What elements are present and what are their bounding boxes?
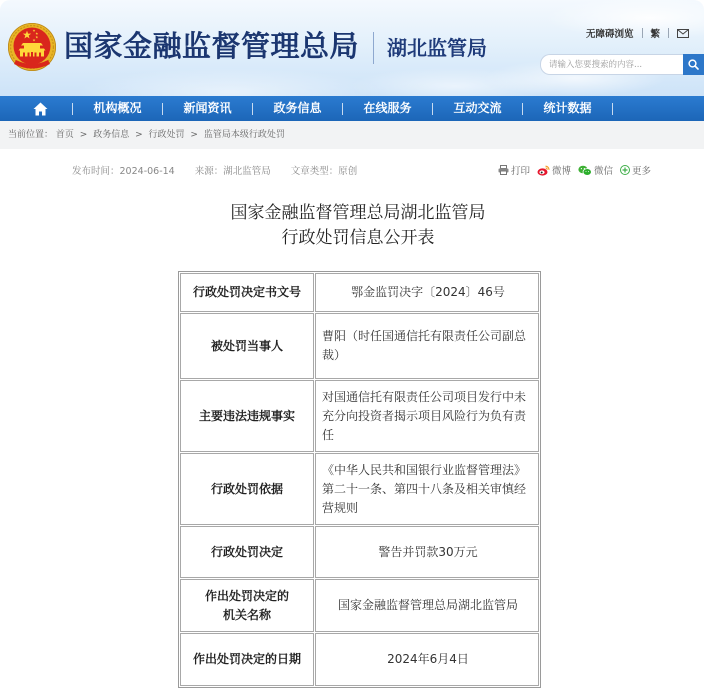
search-box: [540, 54, 704, 75]
search-input[interactable]: [540, 54, 683, 75]
breadcrumb-link-government-info[interactable]: 政务信息: [93, 130, 130, 140]
table-row: [180, 526, 539, 578]
publish-time-label: 发布时间：: [72, 166, 120, 177]
source-label: 来源：: [194, 166, 224, 177]
site-header: [0, 0, 704, 96]
table-value-cell: 警告并罚款30万元: [315, 526, 539, 578]
share-weibo-button[interactable]: [537, 163, 571, 177]
title-divider: [373, 32, 374, 64]
table-row: [180, 273, 539, 312]
top-link-divider: [642, 28, 643, 38]
table-label-line: 机关名称: [222, 607, 271, 622]
publish-time-value: 2024-06-14: [119, 166, 175, 177]
wechat-label: 微信: [594, 166, 614, 177]
table-label-line: 作出处罚决定的: [204, 588, 289, 603]
site-title[interactable]: 国家金融监督管理总局: [64, 29, 360, 63]
table-value-cell: 《中华人民共和国银行业监督管理法》第二十一条、第四十八条及相关审慎经营规则: [315, 453, 539, 525]
breadcrumb-separator: >: [79, 130, 88, 140]
search-button[interactable]: [683, 54, 704, 75]
table-row: [180, 313, 539, 379]
article-type-label: 文章类型：: [290, 166, 339, 177]
breadcrumb-link-home[interactable]: 首页: [55, 130, 74, 140]
breadcrumb-link-penalties[interactable]: 行政处罚: [148, 130, 185, 140]
table-value-cell: 鄂金监罚决字〔2024〕46号: [315, 273, 539, 312]
article-type-value: 原创: [338, 166, 358, 177]
nav-item-organization[interactable]: 机构概况: [93, 101, 142, 115]
print-button[interactable]: [498, 163, 530, 177]
table-label-cell: 作出处罚决定的日期: [180, 633, 314, 686]
article-title-line2: 行政处罚信息公开表: [281, 228, 435, 248]
plus-circle-icon: [620, 165, 630, 175]
breadcrumb-separator: >: [135, 130, 143, 140]
breadcrumb-link-bureau-penalties[interactable]: 监管局本级行政处罚: [203, 130, 285, 140]
printer-icon: [498, 165, 509, 175]
table-row: [180, 453, 539, 525]
article-type: [291, 163, 358, 177]
nav-items: [8, 96, 613, 121]
nav-item-online-services[interactable]: 在线服务: [363, 101, 412, 115]
top-link-divider: [668, 28, 669, 38]
nav-item-interaction[interactable]: 互动交流: [453, 101, 502, 115]
national-emblem-icon[interactable]: [7, 22, 57, 72]
mail-icon[interactable]: [677, 29, 689, 38]
table-value-cell: 对国通信托有限责任公司项目发行中未充分向投资者揭示项目风险行为负有责任: [315, 380, 539, 452]
table-label-cell: 被处罚当事人: [180, 313, 314, 379]
nav-home[interactable]: [8, 96, 72, 121]
table-label-cell: 行政处罚决定书文号: [180, 273, 314, 312]
share-wechat-button[interactable]: [578, 163, 613, 177]
traditional-chinese-link[interactable]: 繁: [650, 29, 661, 40]
article-title-line1: 国家金融监督管理总局湖北监管局: [230, 203, 486, 223]
publish-time: [72, 163, 175, 177]
main-nav: [0, 96, 704, 121]
table-label-cell: [180, 579, 314, 632]
table-value-cell: 曹阳（时任国通信托有限责任公司副总裁）: [315, 313, 539, 379]
home-icon: [33, 102, 48, 116]
table-row: [180, 579, 539, 632]
weibo-label: 微博: [552, 166, 572, 177]
table-row: [180, 380, 539, 452]
nav-item-statistics[interactable]: 统计数据: [543, 101, 592, 115]
search-icon: [688, 59, 699, 70]
table-value-cell: 2024年6月4日: [315, 633, 539, 686]
source-value: 湖北监管局: [223, 166, 271, 177]
article-source: [195, 163, 271, 177]
share-more-button[interactable]: [620, 163, 651, 177]
branch-title: 湖北监管局: [387, 36, 487, 60]
nav-item-news[interactable]: 新闻资讯: [183, 101, 232, 115]
weibo-icon: [537, 165, 550, 176]
table-row: [180, 633, 539, 686]
penalty-info-table: [178, 271, 541, 688]
top-links: [586, 26, 689, 40]
article-content: [0, 149, 704, 696]
article-meta: [72, 163, 377, 177]
wechat-icon: [578, 165, 592, 176]
nav-separator: [612, 103, 613, 115]
breadcrumb-prefix: 当前位置：: [8, 130, 54, 140]
table-value-cell: 国家金融监督管理总局湖北监管局: [315, 579, 539, 632]
breadcrumb-separator: >: [190, 130, 198, 140]
breadcrumb-bar: [0, 121, 704, 149]
table-label-cell: 主要违法违规事实: [180, 380, 314, 452]
more-label: 更多: [632, 166, 652, 177]
table-label-cell: 行政处罚决定: [180, 526, 314, 578]
accessibility-link[interactable]: 无障碍浏览: [586, 29, 634, 40]
nav-item-government-info[interactable]: 政务信息: [273, 101, 322, 115]
table-label-cell: 行政处罚依据: [180, 453, 314, 525]
breadcrumb: [8, 121, 285, 149]
print-label: 打印: [511, 166, 531, 177]
share-bar: [498, 163, 658, 177]
